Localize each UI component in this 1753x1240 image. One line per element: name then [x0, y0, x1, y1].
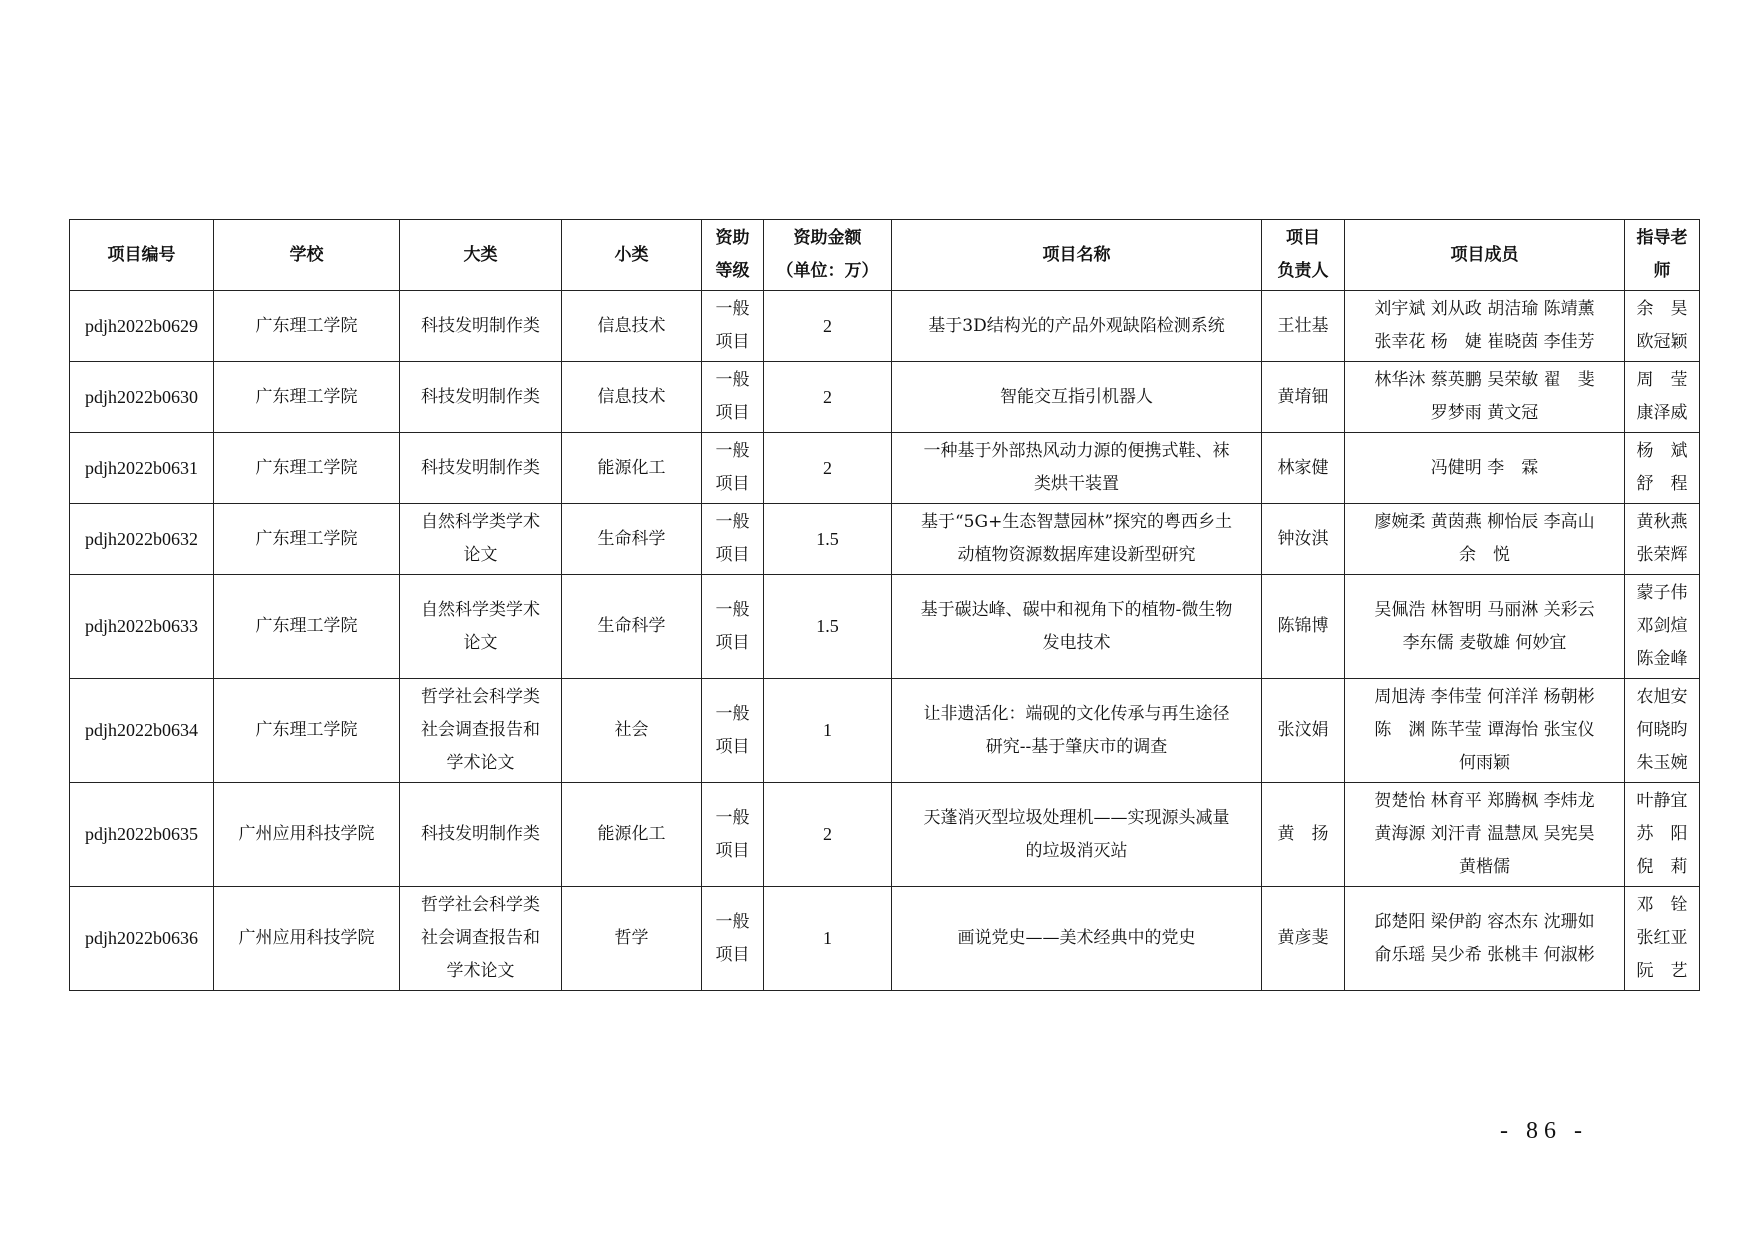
- advisors: 黄秋燕 张荣辉: [1625, 504, 1700, 575]
- category: 科技发明制作类: [400, 291, 562, 362]
- school: 广东理工学院: [214, 679, 400, 783]
- category: 科技发明制作类: [400, 783, 562, 887]
- funding-amount: 1.5: [764, 504, 892, 575]
- table-row: [70, 433, 1700, 504]
- table-row: [70, 887, 1700, 991]
- project-name: 基于碳达峰、碳中和视角下的植物-微生物 发电技术: [892, 575, 1262, 679]
- project-table: [69, 219, 1700, 991]
- funding-level: 一般 项目: [702, 679, 764, 783]
- funding-level: 一般 项目: [702, 783, 764, 887]
- header-school: 学校: [214, 220, 400, 291]
- advisors: 叶静宜 苏 阳 倪 莉: [1625, 783, 1700, 887]
- project-leader: 林家健: [1262, 433, 1345, 504]
- subcategory: 能源化工: [562, 783, 702, 887]
- project-leader: 王壮基: [1262, 291, 1345, 362]
- advisors: 农旭安 何晓昀 朱玉婉: [1625, 679, 1700, 783]
- project-id: pdjh2022b0631: [70, 433, 214, 504]
- funding-amount: 2: [764, 362, 892, 433]
- funding-amount: 1: [764, 887, 892, 991]
- header-category: 大类: [400, 220, 562, 291]
- header-id: 项目编号: [70, 220, 214, 291]
- project-members: 刘宇斌 刘从政 胡洁瑜 陈靖薰 张幸花 杨 婕 崔晓茵 李佳芳: [1345, 291, 1625, 362]
- project-members: 冯健明 李 霖: [1345, 433, 1625, 504]
- advisors: 周 莹 康泽威: [1625, 362, 1700, 433]
- project-members: 林华沐 蔡英鹏 吴荣敏 翟 斐 罗梦雨 黄文冠: [1345, 362, 1625, 433]
- project-leader: 黄堉钿: [1262, 362, 1345, 433]
- project-members: 邱楚阳 梁伊韵 容杰东 沈珊如 俞乐瑶 吴少希 张桃丰 何淑彬: [1345, 887, 1625, 991]
- advisors: 杨 斌 舒 程: [1625, 433, 1700, 504]
- project-leader: 张汶娟: [1262, 679, 1345, 783]
- project-leader: 黄 扬: [1262, 783, 1345, 887]
- funding-level: 一般 项目: [702, 433, 764, 504]
- funding-amount: 2: [764, 783, 892, 887]
- category: 哲学社会科学类 社会调查报告和 学术论文: [400, 679, 562, 783]
- subcategory: 能源化工: [562, 433, 702, 504]
- category: 自然科学类学术 论文: [400, 575, 562, 679]
- subcategory: 生命科学: [562, 575, 702, 679]
- category: 自然科学类学术 论文: [400, 504, 562, 575]
- project-name: 画说党史——美术经典中的党史: [892, 887, 1262, 991]
- school: 广州应用科技学院: [214, 887, 400, 991]
- project-id: pdjh2022b0634: [70, 679, 214, 783]
- funding-level: 一般 项目: [702, 887, 764, 991]
- header-subcategory: 小类: [562, 220, 702, 291]
- project-members: 吴佩浩 林智明 马丽淋 关彩云 李东儒 麦敬雄 何妙宜: [1345, 575, 1625, 679]
- table-row: [70, 679, 1700, 783]
- table-row: [70, 504, 1700, 575]
- advisors: 蒙子伟 邓剑煊 陈金峰: [1625, 575, 1700, 679]
- header-advisors: 指导老师: [1625, 220, 1700, 291]
- category: 科技发明制作类: [400, 362, 562, 433]
- project-name: 基于3D结构光的产品外观缺陷检测系统: [892, 291, 1262, 362]
- subcategory: 信息技术: [562, 291, 702, 362]
- header-amount: 资助金额 （单位：万）: [764, 220, 892, 291]
- category: 哲学社会科学类 社会调查报告和 学术论文: [400, 887, 562, 991]
- funding-amount: 1: [764, 679, 892, 783]
- project-id: pdjh2022b0635: [70, 783, 214, 887]
- header-members: 项目成员: [1345, 220, 1625, 291]
- subcategory: 信息技术: [562, 362, 702, 433]
- project-id: pdjh2022b0636: [70, 887, 214, 991]
- advisors: 余 昊 欧冠颖: [1625, 291, 1700, 362]
- school: 广东理工学院: [214, 504, 400, 575]
- funding-level: 一般 项目: [702, 504, 764, 575]
- project-name: 一种基于外部热风动力源的便携式鞋、袜 类烘干装置: [892, 433, 1262, 504]
- table-row: [70, 291, 1700, 362]
- project-id: pdjh2022b0630: [70, 362, 214, 433]
- project-members: 贺楚怡 林育平 郑腾枫 李炜龙 黄海源 刘汗青 温慧凤 吴宪昊 黄楷儒: [1345, 783, 1625, 887]
- table-row: [70, 783, 1700, 887]
- table-row: [70, 575, 1700, 679]
- subcategory: 生命科学: [562, 504, 702, 575]
- category: 科技发明制作类: [400, 433, 562, 504]
- project-leader: 陈锦博: [1262, 575, 1345, 679]
- funding-amount: 1.5: [764, 575, 892, 679]
- project-name: 智能交互指引机器人: [892, 362, 1262, 433]
- header-level: 资助 等级: [702, 220, 764, 291]
- funding-amount: 2: [764, 433, 892, 504]
- funding-level: 一般 项目: [702, 575, 764, 679]
- school: 广东理工学院: [214, 433, 400, 504]
- project-leader: 黄彦斐: [1262, 887, 1345, 991]
- project-name: 天蓬消灭型垃圾处理机——实现源头减量 的垃圾消灭站: [892, 783, 1262, 887]
- table-row: [70, 362, 1700, 433]
- project-id: pdjh2022b0629: [70, 291, 214, 362]
- header-name: 项目名称: [892, 220, 1262, 291]
- subcategory: 哲学: [562, 887, 702, 991]
- page-number: - 86 -: [1500, 1118, 1588, 1144]
- project-name: 基于“5G+生态智慧园林”探究的粤西乡土 动植物资源数据库建设新型研究: [892, 504, 1262, 575]
- subcategory: 社会: [562, 679, 702, 783]
- project-id: pdjh2022b0633: [70, 575, 214, 679]
- project-name: 让非遗活化：端砚的文化传承与再生途径 研究--基于肇庆市的调查: [892, 679, 1262, 783]
- funding-amount: 2: [764, 291, 892, 362]
- funding-level: 一般 项目: [702, 362, 764, 433]
- school: 广东理工学院: [214, 575, 400, 679]
- project-leader: 钟汝淇: [1262, 504, 1345, 575]
- project-members: 周旭涛 李伟莹 何洋洋 杨朝彬 陈 渊 陈芊莹 谭海怡 张宝仪 何雨颖: [1345, 679, 1625, 783]
- school: 广东理工学院: [214, 362, 400, 433]
- header-leader: 项目 负责人: [1262, 220, 1345, 291]
- school: 广东理工学院: [214, 291, 400, 362]
- project-members: 廖婉柔 黄茵燕 柳怡辰 李高山 余 悦: [1345, 504, 1625, 575]
- project-id: pdjh2022b0632: [70, 504, 214, 575]
- funding-level: 一般 项目: [702, 291, 764, 362]
- table-header-row: [70, 220, 1700, 291]
- advisors: 邓 铨 张红亚 阮 艺: [1625, 887, 1700, 991]
- school: 广州应用科技学院: [214, 783, 400, 887]
